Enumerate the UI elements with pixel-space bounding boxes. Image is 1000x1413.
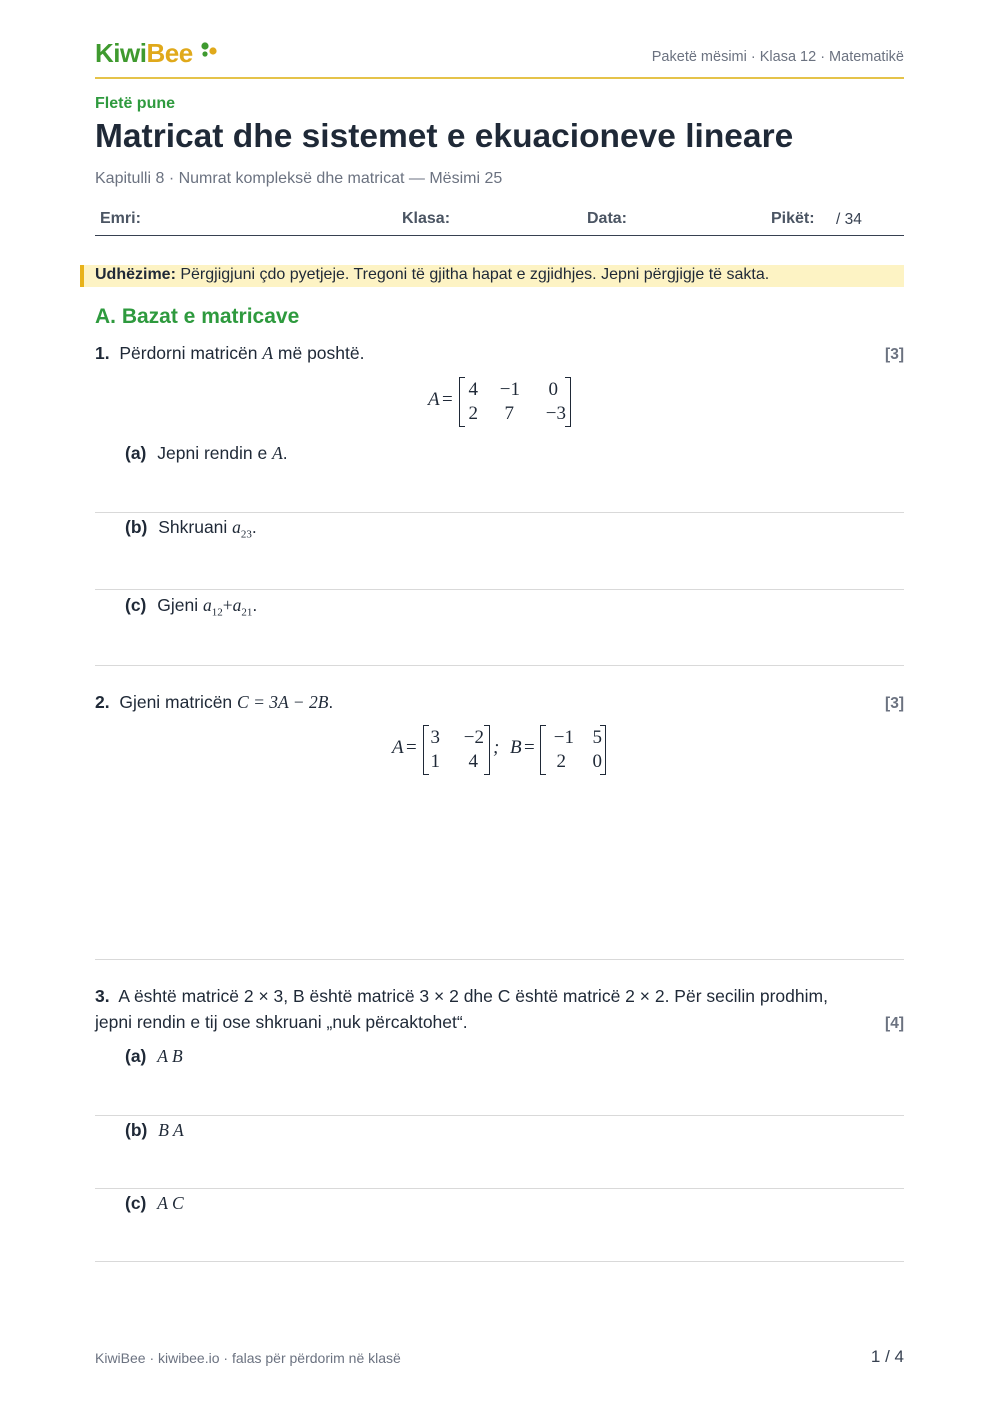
instructions-accent-bar <box>80 265 84 287</box>
footer-credit: KiwiBee · kiwibee.io · falas për përdorim në klasë <box>95 1350 401 1366</box>
question-3a: (a) A B <box>125 1046 183 1066</box>
score-field-label[interactable]: Pikët: <box>771 210 815 227</box>
question-3b: (b) B A <box>125 1120 184 1140</box>
answer-line-3a[interactable] <box>95 1115 904 1116</box>
answer-line-1c[interactable] <box>95 665 904 666</box>
question-1-text: 1. Përdorni matricën A më poshtë. <box>95 343 365 363</box>
question-1b: (b) Shkruani $a_{23}$. <box>125 517 257 541</box>
header-meta: Paketë mësimi · Klasa 12 · Matematikë <box>651 49 904 65</box>
question-1c: (c) Gjeni $a_{12}+a_{21}$. <box>125 595 258 619</box>
page-subtitle: Kapitulli 8 · Numrat kompleksë dhe matricat — Mësimi 25 <box>95 170 503 187</box>
matrix-a-q1: A = 4 −1 0 2 7 −3 <box>428 376 578 428</box>
header-divider <box>95 77 904 79</box>
matrices-a-b-q2: A = 3 −2 1 4 ; B = −1 5 2 0 <box>392 724 622 776</box>
page-title: Matricat dhe sistemet e ekuacioneve lineare <box>95 118 794 155</box>
instructions-text: Udhëzime: Përgjigjuni çdo pyetjeje. Tregoni të gjitha hapat e zgjidhjes. Jepni përgjigje të sakta. <box>95 266 770 283</box>
answer-line-1b[interactable] <box>95 589 904 590</box>
brand-logo: KiwiBee <box>95 38 193 68</box>
student-info-row <box>95 206 904 236</box>
question-2-text: 2. Gjeni matricën C = 3A − 2B. <box>95 692 334 712</box>
logo-dots-icon <box>200 41 220 59</box>
page-number: 1 / 4 <box>870 1347 904 1366</box>
answer-line-3c[interactable] <box>95 1261 904 1262</box>
question-2-marks: [3] <box>885 695 904 712</box>
answer-line-1a[interactable] <box>95 512 904 513</box>
section-a-heading: A. Bazat e matricave <box>95 305 300 328</box>
name-field-label[interactable]: Emri: <box>100 210 141 227</box>
question-1-marks: [3] <box>885 346 904 363</box>
question-3c: (c) A C <box>125 1193 184 1213</box>
worksheet-kicker: Fletë pune <box>95 95 176 112</box>
class-field-label[interactable]: Klasa: <box>402 210 451 227</box>
question-3-line-2: jepni rendin e tij ose shkruani „nuk përcaktohet“. <box>95 1012 468 1032</box>
question-3-line-1: 3. A është matricë 2 × 3, B është matricë 3 × 2 dhe C është matricë 2 × 2. Për secilin prodhim, <box>95 986 828 1006</box>
date-field-label[interactable]: Data: <box>587 210 628 227</box>
answer-line-3b[interactable] <box>95 1188 904 1189</box>
question-3-marks: [4] <box>885 1015 904 1032</box>
score-total: / 34 <box>836 211 862 228</box>
question-1a: (a) Jepni rendin e A. <box>125 443 288 463</box>
answer-area-2[interactable] <box>95 959 904 960</box>
